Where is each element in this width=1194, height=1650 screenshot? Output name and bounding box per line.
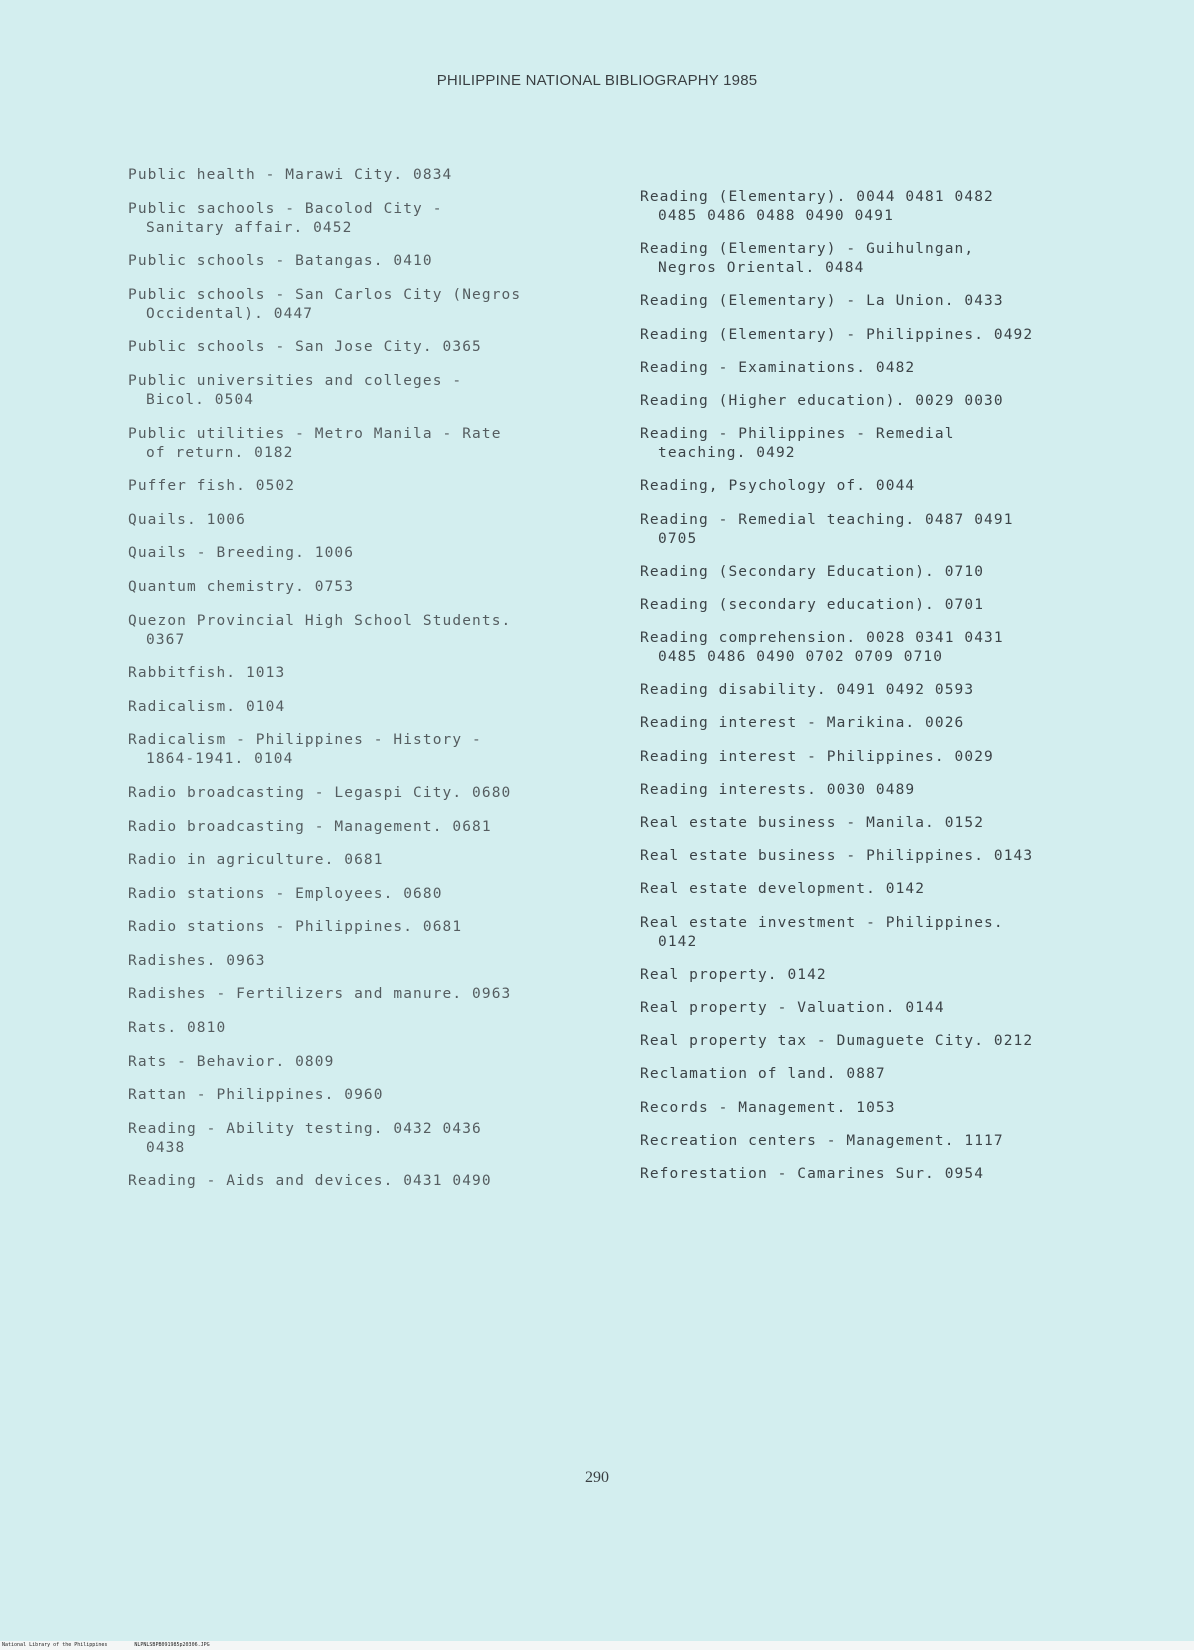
index-entry: Public health - Marawi City. 0834 <box>128 167 453 183</box>
index-entry: Public schools - Batangas. 0410 <box>128 253 433 270</box>
index-entry: Public utilities - Metro Manila - Rate of return. 0182 <box>128 425 502 461</box>
index-entry: Quails. 1006 <box>128 511 246 528</box>
index-entry: Reading - Remedial teaching. 0487 0491 0705 <box>640 511 1014 547</box>
index-entry: Real property. 0142 <box>640 966 827 983</box>
index-entry: Quails - Breeding. 1006 <box>128 545 355 562</box>
index-entry: Reading (secondary education). 0701 <box>640 596 985 613</box>
index-entry: Radicalism - Philippines - History - 1864-1941. 0104 <box>128 732 482 768</box>
index-entry: Reading comprehension. 0028 0341 0431 0485 0486 0490 0702 0709 0710 <box>640 630 1004 666</box>
index-entry: Public sachools - Bacolod City - Sanitary affair. 0452 <box>128 200 443 236</box>
index-entry: Reading - Ability testing. 0432 0436 0438 <box>128 1120 482 1156</box>
index-entry: Reading (Higher education). 0029 0030 <box>640 392 1004 409</box>
index-column-left <box>128 166 628 1206</box>
index-entry: Radio stations - Philippines. 0681 <box>128 919 463 936</box>
index-entry: Quantum chemistry. 0753 <box>128 578 355 595</box>
index-entry: Reading - Examinations. 0482 <box>640 359 916 376</box>
index-entry: Radio broadcasting - Management. 0681 <box>128 818 492 835</box>
index-entry: Rattan - Philippines. 0960 <box>128 1087 384 1104</box>
index-entry: Puffer fish. 0502 <box>128 478 296 495</box>
index-entry: Reading interest - Philippines. 0029 <box>640 748 994 765</box>
index-entry: Radicalism. 0104 <box>128 698 286 715</box>
index-entry: Rats. 0810 <box>128 1020 227 1037</box>
index-entry: Reading interests. 0030 0489 <box>640 781 916 798</box>
scan-file-label: NLPNLSBPB091985p20306.JPG <box>134 1642 210 1648</box>
index-entry: Radishes - Fertilizers and manure. 0963 <box>128 986 512 1003</box>
index-entry: Real property - Valuation. 0144 <box>640 999 945 1016</box>
index-entry: Reading - Philippines - Remedial teaching. 0492 <box>640 426 955 462</box>
index-entry: Quezon Provincial High School Students. 0367 <box>128 612 512 648</box>
index-entry: Reforestation - Camarines Sur. 0954 <box>640 1165 985 1182</box>
index-entry: Rats - Behavior. 0809 <box>128 1053 335 1070</box>
index-entry: Real estate development. 0142 <box>640 881 926 898</box>
index-entry: Reading (Elementary) - Guihulngan, Negros Oriental. 0484 <box>640 241 975 277</box>
index-entry: Real estate business - Manila. 0152 <box>640 815 985 831</box>
index-entry: Reading (Elementary) - Philippines. 0492 <box>640 326 1034 343</box>
page-number: 290 <box>585 1469 609 1486</box>
index-entry: Reclamation of land. 0887 <box>640 1066 886 1083</box>
index-entry: Reading (Elementary) - La Union. 0433 <box>640 293 1004 310</box>
index-entry: Reading, Psychology of. 0044 <box>640 478 916 495</box>
index-entry: Reading - Aids and devices. 0431 0490 <box>128 1173 492 1190</box>
index-entry: Records - Management. 1053 <box>640 1099 896 1116</box>
scan-source-label: National Library of the Philippines <box>2 1642 108 1648</box>
index-entry: Radishes. 0963 <box>128 952 266 969</box>
page-title: PHILIPPINE NATIONAL BIBLIOGRAPHY 1985 <box>436 72 758 89</box>
index-entry: Real property tax - Dumaguete City. 0212 <box>640 1033 1034 1050</box>
index-entry: Public schools - San Carlos City (Negros Occidental). 0447 <box>128 286 522 322</box>
index-entry: Radio in agriculture. 0681 <box>128 852 384 869</box>
index-entry: Radio stations - Employees. 0680 <box>128 885 443 902</box>
index-entry: Real estate investment - Philippines. 0142 <box>640 914 1004 950</box>
index-entry: Rabbitfish. 1013 <box>128 665 286 682</box>
index-entry: Reading disability. 0491 0492 0593 <box>640 682 975 699</box>
index-entry: Public schools - San Jose City. 0365 <box>128 339 482 356</box>
scan-footer <box>0 1641 1194 1650</box>
index-column-right <box>640 188 1160 1198</box>
index-entry: Public universities and colleges - Bicol. 0504 <box>128 372 463 408</box>
index-entry: Recreation centers - Management. 1117 <box>640 1132 1004 1149</box>
index-entry: Reading interest - Marikina. 0026 <box>640 715 965 732</box>
index-entry: Radio broadcasting - Legaspi City. 0680 <box>128 784 512 801</box>
index-entry: Real estate business - Philippines. 0143 <box>640 848 1034 865</box>
index-entry: Reading (Secondary Education). 0710 <box>640 563 985 580</box>
index-entry: Reading (Elementary). 0044 0481 0482 0485 0486 0488 0490 0491 <box>640 189 994 224</box>
